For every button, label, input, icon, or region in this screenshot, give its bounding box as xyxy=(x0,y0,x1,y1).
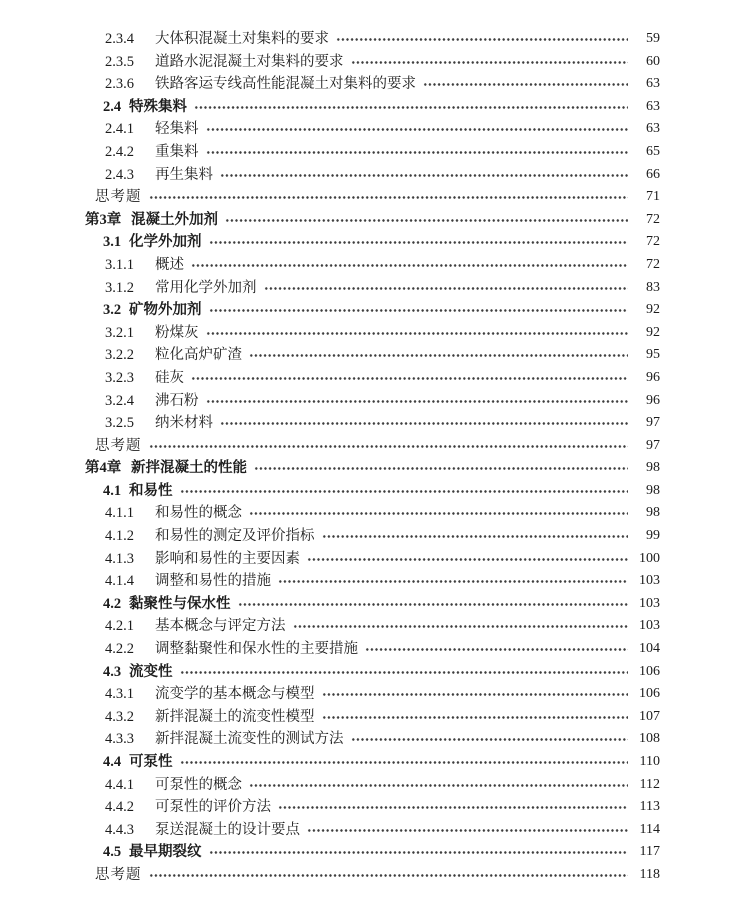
dot-leader xyxy=(278,796,628,819)
toc-entry-number: 第4章 xyxy=(85,460,122,477)
toc-entry xyxy=(0,254,730,277)
toc-entry xyxy=(0,751,730,774)
toc-entry-number: 3.1.2 xyxy=(105,279,134,296)
toc-entry xyxy=(0,570,730,593)
toc-entry-number: 3.1.1 xyxy=(105,256,134,273)
toc-entry xyxy=(0,841,730,864)
toc-entry-number: 3.2.5 xyxy=(105,415,134,432)
toc-entry xyxy=(0,502,730,525)
toc-entry-title: 黏聚性与保水性 xyxy=(129,595,231,612)
toc-entry xyxy=(0,28,730,51)
toc-entry-number: 4.4.2 xyxy=(105,799,134,816)
dot-leader xyxy=(225,209,628,232)
toc-entry xyxy=(0,480,730,503)
toc-entry-page: 63 xyxy=(646,121,660,137)
toc-entry-page: 103 xyxy=(639,595,660,611)
toc-entry-page: 103 xyxy=(639,573,660,589)
toc-entry-number: 2.3.5 xyxy=(105,53,134,70)
toc-entry-page: 107 xyxy=(639,708,660,724)
dot-leader xyxy=(209,231,629,254)
toc-entry xyxy=(0,796,730,819)
toc-entry-title: 流变学的基本概念与模型 xyxy=(155,686,315,703)
toc-entry-page: 92 xyxy=(646,324,660,340)
toc-entry-page: 72 xyxy=(646,256,660,272)
toc-entry-title: 新拌混凝土的流变性模型 xyxy=(155,708,315,725)
toc-entry xyxy=(0,277,730,300)
toc-entry-page: 113 xyxy=(639,799,660,815)
toc-entry-page: 63 xyxy=(646,98,660,114)
toc-entry xyxy=(0,164,730,187)
toc-entry xyxy=(0,73,730,96)
toc-entry-page: 106 xyxy=(639,686,660,702)
toc-entry-page: 97 xyxy=(646,415,660,431)
toc-entry-page: 59 xyxy=(646,31,660,46)
toc-entry-title: 新拌混凝土流变性的测试方法 xyxy=(155,731,344,748)
toc-entry-page: 72 xyxy=(646,234,660,250)
toc-entry-title: 和易性的测定及评价指标 xyxy=(155,528,315,545)
toc-entry-title: 最早期裂纹 xyxy=(129,844,202,861)
toc-entry-title: 可泵性的评价方法 xyxy=(155,799,271,816)
toc-entry-title: 道路水泥混凝土对集料的要求 xyxy=(155,53,344,70)
toc-entry-title: 新拌混凝土的性能 xyxy=(131,460,247,477)
toc-entry-number: 4.1.1 xyxy=(105,505,134,522)
toc-entry-number: 4.2.1 xyxy=(105,618,134,635)
dot-leader xyxy=(220,164,628,187)
toc-entry-title: 和易性 xyxy=(129,482,173,499)
dot-leader xyxy=(209,841,629,864)
toc-entry-page: 96 xyxy=(646,369,660,385)
toc-entry-title: 可泵性的概念 xyxy=(155,776,242,793)
toc-entry xyxy=(0,96,730,119)
toc-entry-page: 110 xyxy=(639,754,660,769)
toc-entry-title: 思考题 xyxy=(95,866,142,883)
toc-entry xyxy=(0,525,730,548)
toc-entry-number: 3.2.1 xyxy=(105,324,134,341)
toc-entry xyxy=(0,141,730,164)
toc-entry-number: 2.4.3 xyxy=(105,166,134,183)
toc-entry-title: 重集料 xyxy=(155,143,199,160)
toc-entry-title: 思考题 xyxy=(95,437,142,454)
toc-entry-number: 4.3 xyxy=(103,663,122,680)
dot-leader xyxy=(149,435,629,458)
toc-entry-number: 4.3.2 xyxy=(105,708,134,725)
toc-entry-number: 4.3.3 xyxy=(105,731,134,748)
dot-leader xyxy=(254,457,628,480)
toc-entry-number: 4.4.1 xyxy=(105,776,134,793)
toc-entry-number: 4.2 xyxy=(103,595,122,612)
dot-leader xyxy=(322,525,629,548)
dot-leader xyxy=(191,367,628,390)
toc-entry-title: 轻集料 xyxy=(155,121,199,138)
toc-entry-title: 和易性的概念 xyxy=(155,505,242,522)
dot-leader xyxy=(351,51,629,74)
toc-entry-title: 思考题 xyxy=(95,189,142,206)
toc-entry-number: 3.1 xyxy=(103,234,122,251)
toc-entry-number: 4.1.4 xyxy=(105,573,134,590)
dot-leader xyxy=(293,615,629,638)
dot-leader xyxy=(149,186,629,209)
toc-entry-title: 概述 xyxy=(155,256,184,273)
toc-entry-number: 3.2.2 xyxy=(105,347,134,364)
dot-leader xyxy=(336,28,628,51)
dot-leader xyxy=(209,299,629,322)
toc-entry-title: 可泵性 xyxy=(129,754,173,770)
toc-entry xyxy=(0,322,730,345)
dot-leader xyxy=(220,412,628,435)
toc-entry-title: 流变性 xyxy=(129,663,173,680)
toc-entry-page: 112 xyxy=(639,776,660,792)
toc-entry-page: 98 xyxy=(646,482,660,498)
toc-entry xyxy=(0,118,730,141)
dot-leader xyxy=(180,751,629,774)
toc-entry-number: 4.3.1 xyxy=(105,686,134,703)
toc-entry-number: 2.4.1 xyxy=(105,121,134,138)
toc-entry-title: 调整和易性的措施 xyxy=(155,573,271,590)
toc-entry xyxy=(0,819,730,842)
toc-entry-title: 特殊集料 xyxy=(129,98,187,115)
toc-entry xyxy=(0,412,730,435)
toc-entry-title: 纳米材料 xyxy=(155,415,213,432)
toc-entry-number: 4.1.3 xyxy=(105,550,134,567)
toc-entry-number: 4.1 xyxy=(103,482,122,499)
toc-entry-title: 大体积混凝土对集料的要求 xyxy=(155,31,329,47)
toc-entry xyxy=(0,299,730,322)
dot-leader xyxy=(206,322,629,345)
dot-leader xyxy=(238,593,629,616)
toc-entry-page: 60 xyxy=(646,53,660,69)
toc-entry-page: 97 xyxy=(646,437,660,453)
dot-leader xyxy=(351,728,629,751)
toc-entry-page: 98 xyxy=(646,505,660,521)
toc-entry-page: 66 xyxy=(646,166,660,182)
toc-entry-number: 4.4 xyxy=(103,754,122,770)
toc-entry-page: 104 xyxy=(639,641,660,657)
toc-entry-page: 96 xyxy=(646,392,660,408)
dot-leader xyxy=(322,683,629,706)
toc-entry xyxy=(0,390,730,413)
dot-leader xyxy=(249,502,628,525)
toc-entry-page: 95 xyxy=(646,347,660,363)
dot-leader xyxy=(149,864,629,887)
dot-leader xyxy=(249,344,628,367)
toc-entry xyxy=(0,186,730,209)
dot-leader xyxy=(423,73,628,96)
dot-leader xyxy=(307,548,628,571)
toc-entry-page: 99 xyxy=(646,528,660,544)
toc-entry-number: 3.2.3 xyxy=(105,369,134,386)
toc-entry-title: 基本概念与评定方法 xyxy=(155,618,286,635)
toc-entry xyxy=(0,615,730,638)
toc-entry-number: 4.1.2 xyxy=(105,528,134,545)
toc-entry-title: 沸石粉 xyxy=(155,392,199,409)
toc-entry xyxy=(0,728,730,751)
toc-entry-title: 矿物外加剂 xyxy=(129,302,202,319)
toc-entry-page: 63 xyxy=(646,76,660,92)
toc-entry-title: 混凝土外加剂 xyxy=(131,211,218,228)
toc-entry-number: 2.4 xyxy=(103,98,122,115)
dot-leader xyxy=(206,141,629,164)
toc-entry xyxy=(0,593,730,616)
toc-entry xyxy=(0,209,730,232)
toc-entry-page: 118 xyxy=(639,866,660,882)
toc-entry-page: 106 xyxy=(639,663,660,679)
dot-leader xyxy=(206,118,629,141)
toc-entry xyxy=(0,706,730,729)
dot-leader xyxy=(278,570,628,593)
toc-entry-title: 常用化学外加剂 xyxy=(155,279,257,296)
toc-entry-number: 3.2 xyxy=(103,302,122,319)
toc-entry-page: 98 xyxy=(646,460,660,476)
toc-entry-title: 再生集料 xyxy=(155,166,213,183)
toc-entry-page: 100 xyxy=(639,550,660,566)
toc-entry-title: 粒化高炉矿渣 xyxy=(155,347,242,364)
toc-entry-number: 2.3.6 xyxy=(105,76,134,93)
toc-entry-number: 3.2.4 xyxy=(105,392,134,409)
toc-entry-title: 粉煤灰 xyxy=(155,324,199,341)
toc-entry xyxy=(0,367,730,390)
toc-entry-page: 72 xyxy=(646,211,660,227)
toc-entry-number: 4.2.2 xyxy=(105,641,134,658)
toc-entry-page: 71 xyxy=(646,189,660,205)
toc-entry-page: 114 xyxy=(639,821,660,837)
toc-entry-page: 65 xyxy=(646,143,660,159)
dot-leader xyxy=(191,254,628,277)
toc-entry-title: 铁路客运专线高性能混凝土对集料的要求 xyxy=(155,76,416,93)
dot-leader xyxy=(206,390,629,413)
toc-entry-number: 2.3.4 xyxy=(105,31,134,47)
dot-leader xyxy=(322,706,629,729)
toc-entry-title: 调整黏聚性和保水性的主要措施 xyxy=(155,641,358,658)
toc-entry xyxy=(0,774,730,797)
toc-entry-title: 泵送混凝土的设计要点 xyxy=(155,821,300,838)
toc-entry-title: 化学外加剂 xyxy=(129,234,202,251)
dot-leader xyxy=(365,638,628,661)
toc-entry-number: 4.5 xyxy=(103,844,122,861)
toc-entry xyxy=(0,638,730,661)
toc-entry xyxy=(0,51,730,74)
toc-entry-page: 83 xyxy=(646,279,660,295)
toc-entry xyxy=(0,344,730,367)
toc-entry xyxy=(0,435,730,458)
toc-entry-number: 第3章 xyxy=(85,211,122,228)
toc-entry-title: 影响和易性的主要因素 xyxy=(155,550,300,567)
toc-entry xyxy=(0,661,730,684)
dot-leader xyxy=(249,774,628,797)
toc-entry-number: 2.4.2 xyxy=(105,143,134,160)
toc-entry-title: 硅灰 xyxy=(155,369,184,386)
toc-entry xyxy=(0,231,730,254)
toc-entry xyxy=(0,548,730,571)
dot-leader xyxy=(307,819,628,842)
toc-entry xyxy=(0,864,730,887)
dot-leader xyxy=(180,661,629,684)
toc-entry xyxy=(0,683,730,706)
dot-leader xyxy=(194,96,628,119)
dot-leader xyxy=(264,277,629,300)
toc-entry-number: 4.4.3 xyxy=(105,821,134,838)
toc-entry-page: 117 xyxy=(639,844,660,860)
toc-entry-page: 108 xyxy=(639,731,660,747)
toc-entry-page: 103 xyxy=(639,618,660,634)
dot-leader xyxy=(180,480,629,503)
toc-entry xyxy=(0,457,730,480)
toc-entry-page: 92 xyxy=(646,302,660,318)
